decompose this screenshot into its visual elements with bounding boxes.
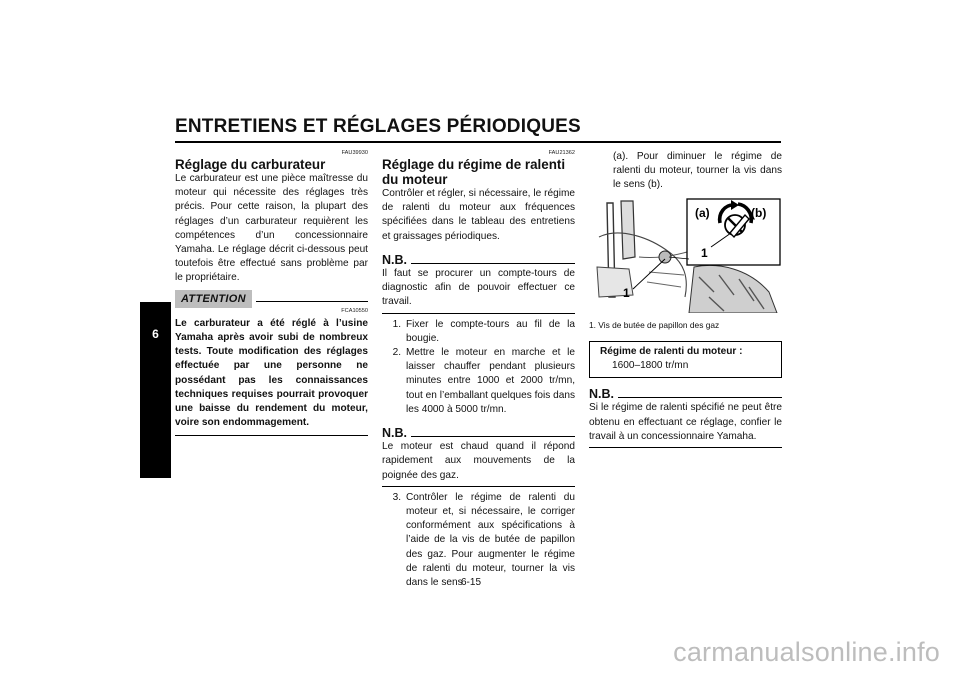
page-number: 6-15 — [461, 577, 482, 588]
list-item: 2. Mettre le moteur en marche et le laisser chauffer pendant plusieurs minutes entre 1000 et 2000 tr/mn, tout en l’emballant quelques fois dans les 4000 à 5000 tr/mn. — [392, 347, 575, 415]
spec-title: Régime de ralenti du moteur : — [600, 345, 743, 357]
column-carburetor — [175, 150, 368, 436]
attention-code: FCA10550 — [341, 307, 368, 314]
list-item: 3. Contrôler le régime de ralenti du moteur et, si nécessaire, le corriger conformément aux spécifications à l’aide de la vis de butée de papillon des gaz. Pour augmenter le régime de ralenti du moteur, tourner la vis dans le sens — [392, 491, 575, 589]
chapter-number: 6 — [152, 327, 159, 341]
steps-list — [382, 318, 575, 417]
nb-label: N.B. — [382, 252, 407, 267]
watermark: carmanualsonline.info — [673, 637, 940, 667]
column-idle-speed — [382, 150, 575, 590]
nb-end-rule — [382, 486, 575, 487]
nb-text: Le moteur est chaud quand il répond rapidement aux mouvements de la poignée des gaz. — [382, 441, 575, 481]
illustration-caption: 1. Vis de butée de papillon des gaz — [589, 319, 720, 330]
direction-label-a: (a) — [695, 205, 710, 220]
attention-end-rule — [175, 435, 368, 436]
nb-text: Il faut se procurer un compte-tours de diagnostic afin de pouvoir effectuer ce travail. — [382, 268, 575, 308]
spec-box — [589, 341, 782, 378]
attention-rule — [256, 301, 368, 302]
nb-text: Si le régime de ralenti spécifié ne peut être obtenu en effectuant ce réglage, confier le travail à un concessionnaire Yamaha. — [589, 402, 782, 442]
attention-text: Le carburateur a été réglé à l’usine Yamaha après avoir subi de nombreux tests. Toute modification des réglages effectuée par une personne ne possédant pas les connaissances techniques requises pourrait provoquer une baisse du rendement du moteur, voire son endommagement. — [175, 317, 368, 429]
section-code: FAU39930 — [341, 150, 368, 156]
title-rule — [175, 141, 781, 143]
step-continuation — [589, 150, 782, 193]
attention-label: ATTENTION — [175, 290, 252, 308]
nb-header — [382, 426, 575, 440]
page-title: ENTRETIENS ET RÉGLAGES PÉRIODIQUES — [175, 116, 581, 137]
section-code: FAU21362 — [548, 150, 575, 156]
carburetor-body: Le carburateur est une pièce maîtresse du moteur qui nécessite des réglages très précis. Pour cette raison, la plupart des réglages d’un carburateur requièrent les compétences d’un concessionnaire Yamaha. Le réglage décrit ci-dessous peut toutefois être effectué sans problème par le propriétaire. — [175, 173, 368, 284]
nb-end-rule — [382, 313, 575, 314]
nb-rule — [411, 263, 575, 264]
nb-end-rule — [589, 447, 782, 448]
idle-body: Contrôler et régler, si nécessaire, le régime de ralenti du moteur aux fréquences spécifiées dans le tableau des entretiens et graissages périodiques. — [382, 188, 575, 242]
section-heading-idle: Réglage du régime de ralenti du moteur — [382, 157, 566, 187]
column-continued — [589, 150, 782, 448]
inset-callout-number: 1 — [701, 245, 708, 260]
nb-header — [382, 253, 575, 267]
nb-rule — [411, 436, 575, 437]
direction-label-b: (b) — [751, 205, 767, 220]
steps-list — [382, 491, 575, 590]
nb-label: N.B. — [589, 387, 614, 402]
callout-number: 1 — [623, 285, 630, 300]
throttle-stop-screw-illustration — [589, 197, 782, 313]
nb-label: N.B. — [382, 426, 407, 441]
continuation-text: (a). Pour diminuer le régime de ralenti du moteur, tourner la vis dans le sens (b). — [613, 151, 782, 191]
spec-value: 1600–1800 tr/mn — [612, 360, 689, 372]
attention-header — [175, 290, 368, 308]
nb-header — [589, 387, 782, 401]
list-item: 1. Fixer le compte-tours au fil de la bougie. — [392, 318, 575, 344]
nb-rule — [618, 397, 782, 398]
section-heading-carburetor: Réglage du carburateur — [175, 157, 326, 172]
chapter-tab — [140, 302, 171, 478]
